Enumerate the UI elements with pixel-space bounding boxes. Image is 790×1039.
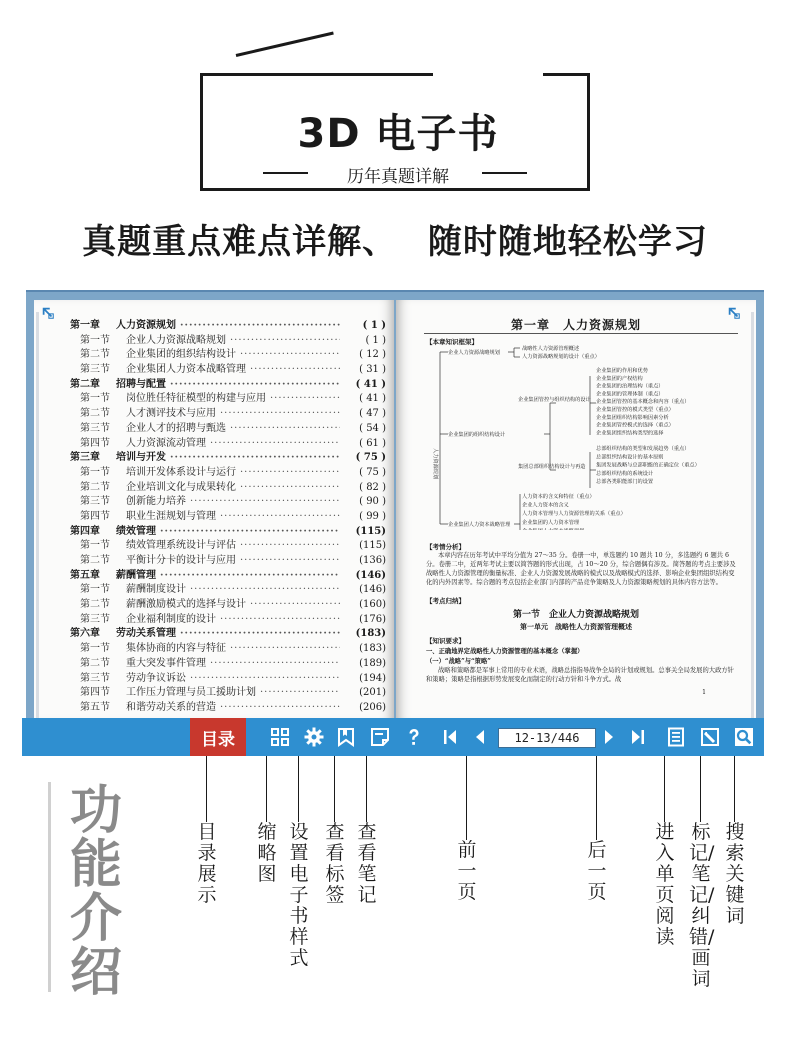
table-of-contents (70, 316, 386, 713)
help-button[interactable] (400, 718, 428, 756)
toc-page: ( 41 ) (359, 393, 386, 405)
toc-leader-dots (250, 599, 340, 610)
toc-number: 第一节 (80, 643, 110, 655)
last-page-icon (627, 727, 647, 747)
toc-number: 第四章 (70, 525, 100, 537)
feature-connector-line (596, 756, 597, 840)
feature-label: 搜索关键词 (725, 821, 745, 927)
toc-page: ( 1 ) (365, 334, 386, 346)
mindmap-leaf: 企业集团管控模式的选择（重点） (596, 422, 674, 429)
search-button[interactable] (730, 718, 758, 756)
mindmap-leaf: 人力资源战略规划的设计（重点） (522, 354, 600, 360)
toc-title: 培训开发体系设计与运行 (126, 466, 236, 478)
feature-label: 缩略图 (257, 821, 277, 885)
subtitle-rule-right (482, 172, 527, 174)
header-title: 3D 电子书 (297, 111, 499, 157)
toc-chapter-row[interactable] (70, 522, 386, 537)
feature-connector-line (266, 756, 267, 822)
toc-page: (176) (359, 613, 386, 625)
first-page-button[interactable] (438, 718, 464, 756)
toc-number: 第三节 (80, 613, 110, 625)
toc-title: 企业福利制度的设计 (126, 613, 216, 625)
toc-number: 第二节 (80, 481, 110, 493)
reader-toolbar (22, 718, 764, 756)
toc-section-row[interactable] (70, 698, 386, 713)
toc-leader-dots (170, 379, 340, 390)
mindmap-leaf: 企业集团的产权结构 (596, 375, 643, 382)
mindmap-leaf: 总部组织结构设计的基本原则 (596, 454, 664, 461)
help-icon (404, 727, 424, 747)
toc-section-row[interactable] (70, 331, 386, 346)
page-indicator[interactable]: 12-13/446 (498, 728, 596, 748)
feature-label: 后一页 (587, 839, 607, 903)
toc-section-row[interactable] (70, 345, 386, 360)
toc-number: 第二节 (80, 408, 110, 420)
toc-number: 第一节 (80, 466, 110, 478)
toc-leader-dots (230, 335, 340, 346)
toc-leader-dots (160, 526, 340, 537)
toc-title: 平衡计分卡的设计与应用 (126, 555, 236, 566)
toc-page: ( 75 ) (355, 452, 386, 464)
mindmap-branch: 企业人力资源战略规划 (448, 350, 500, 356)
mindmap-root: 人力资源规划 (432, 448, 438, 480)
toc-page: ( 82 ) (359, 481, 386, 493)
left-page[interactable] (34, 300, 394, 720)
toc-title: 和谐劳动关系的营造 (126, 701, 216, 713)
toc-title: 人力资源规划 (116, 320, 176, 331)
mindmap-leaf: 总部组织结构的系统设计 (596, 470, 654, 477)
toc-title: 绩效管理系统设计与评估 (126, 540, 236, 552)
mindmap-subbranch: 企业集团管控与组织结构的设计 (518, 397, 591, 403)
chapter-title: 第一章 人力资源规划 (510, 318, 641, 332)
toc-number: 第二节 (80, 555, 110, 566)
toc-section-row[interactable] (70, 389, 386, 404)
toc-leader-dots (220, 408, 340, 419)
toc-section-row[interactable] (70, 654, 386, 669)
toc-title: 岗位胜任特征模型的构建与应用 (126, 393, 266, 405)
requirement-tag: 【知识要求】 (426, 637, 465, 645)
toc-number: 第四节 (80, 510, 110, 522)
toc-section-row[interactable] (70, 492, 386, 507)
mindmap-leaf: 企业集团组织结构类型的选择 (596, 430, 664, 437)
toc-leader-dots (210, 658, 340, 669)
feature-connector-line (466, 756, 467, 840)
thumbnail-button[interactable] (266, 718, 294, 756)
header-subtitle: 历年真题详解 (347, 167, 449, 187)
prev-page-icon (470, 727, 490, 747)
banner-gap (433, 70, 543, 80)
toc-section-row[interactable] (70, 419, 386, 434)
feature-label: 设置电子书样式 (289, 821, 309, 969)
next-page-button[interactable] (596, 718, 622, 756)
feature-label: 目录展示 (197, 821, 217, 906)
toc-number: 第五节 (80, 701, 110, 713)
analysis-tag: 【考情分析】 (426, 543, 465, 551)
mark-note-button[interactable] (696, 718, 724, 756)
toc-number: 第二节 (80, 599, 110, 611)
knowledge-text: 战略和策略都是军事上常用的专业术语，战略总指指导战争全局的计划或规划。总事关全局发展的大政方针和策略；策略是指根据形势发展变化而制定的行动方针和斗争方式。战 (426, 667, 734, 683)
toc-title: 人才测评技术与应用 (126, 408, 216, 420)
toc-section-row[interactable] (70, 536, 386, 551)
mindmap-branch: 企业集团的组织结构设计 (448, 432, 506, 438)
toc-title: 集体协商的内容与特征 (126, 643, 226, 655)
toc-page: ( 99 ) (359, 510, 386, 522)
toc-number: 第一章 (70, 320, 100, 331)
feature-label: 查看笔记 (357, 821, 377, 906)
toc-section-row[interactable] (70, 404, 386, 419)
mindmap-leaf: 战略性人力资源管理概述 (522, 346, 580, 352)
toc-number: 第三节 (80, 496, 110, 508)
toc-title: 劳动关系管理 (116, 628, 176, 640)
knowledge-item: 一、正确地界定战略性人力资源管理的基本概念（掌握） (426, 648, 584, 655)
toc-number: 第一节 (80, 393, 110, 405)
toc-leader-dots (240, 540, 340, 551)
framework-tag: 【本章知识框架】 (426, 338, 478, 346)
toc-title: 重大突发事件管理 (126, 657, 206, 669)
banner-slash-decoration (236, 32, 334, 57)
toc-page: ( 47 ) (359, 408, 386, 420)
toc-number: 第二章 (70, 378, 100, 390)
feature-title-bar (48, 782, 51, 992)
mindmap-leaf: 企业集团管控的基本概念和内容（重点） (596, 399, 690, 406)
toc-leader-dots (240, 467, 340, 478)
feature-label: 查看标签 (325, 821, 345, 906)
mindmap-leaf: 集团发展战略与总部职能的正确定位（重点） (596, 462, 700, 469)
feature-connector-line (734, 756, 735, 822)
toc-page: ( 1 ) (362, 320, 386, 331)
toc-title: 企业人才的招聘与甄选 (126, 422, 226, 434)
mindmap-leaf: 企业集团组织结构影响因素分析 (596, 414, 669, 421)
toc-page: ( 61 ) (359, 437, 386, 449)
toc-number: 第一节 (80, 334, 110, 346)
chapter-content (396, 300, 756, 720)
feature-section-title: 功能介绍 (69, 781, 122, 1003)
toc-title: 薪酬激励模式的选择与设计 (126, 599, 246, 611)
toc-number: 第五章 (70, 569, 100, 581)
prev-page-button[interactable] (468, 718, 492, 756)
toc-section-row[interactable] (70, 669, 386, 684)
gear-icon (304, 727, 324, 747)
toc-title: 企业培训文化与成果转化 (126, 481, 236, 493)
toc-chapter-row[interactable] (70, 375, 386, 390)
analysis-text: 本章内容在历年考试中平均分值为 27～35 分。卷册一中，单选题约 10 题共 10 分，多选题约 6 题共 6 分。卷册二中，近两年考试主要以简答题的形式出现，占 10～20 分，综合题偶有涉及。简答题的考点主要涉及战略性人力资源管理的衡量标准、企业人力资源发展战略的模式以及战略模式的选择、影响企业集团组织结构变化的内外因素等。综合题的考点包括企业部门内部的产品竞争策略及人力资源策略规划的具体内容方法等。 (426, 552, 736, 586)
toc-title: 培训与开发 (116, 452, 166, 464)
toc-chapter-row[interactable] (70, 316, 386, 331)
feature-connector-line (664, 756, 665, 822)
toc-page: (183) (355, 628, 386, 640)
bookmark-icon (336, 727, 356, 747)
toc-leader-dots (270, 393, 340, 404)
toc-section-row[interactable] (70, 478, 386, 493)
toc-section-row[interactable] (70, 360, 386, 375)
toc-number: 第三节 (80, 364, 110, 376)
toc-leader-dots (210, 438, 340, 449)
toc-page: ( 31 ) (359, 364, 386, 376)
toc-chapter-row[interactable] (70, 566, 386, 581)
mindmap-leaf: 人力资本的含义和特征（重点） (522, 494, 595, 500)
toc-page: ( 41 ) (355, 378, 386, 390)
toc-page: ( 12 ) (359, 349, 386, 361)
toc-title: 薪酬制度设计 (126, 584, 186, 596)
feature-connector-line (298, 756, 299, 822)
toc-page: (189) (359, 657, 386, 669)
toc-chapter-row[interactable] (70, 448, 386, 463)
notes-button[interactable] (366, 718, 394, 756)
toc-leader-dots (240, 349, 340, 360)
toc-title: 薪酬管理 (116, 569, 156, 581)
toc-number: 第三节 (80, 422, 110, 434)
knowledge-mindmap (396, 300, 756, 530)
toc-page: ( 75 ) (359, 466, 386, 478)
toc-section-row[interactable] (70, 580, 386, 595)
unit-title: 第一单元 战略性人力资源管理概述 (520, 622, 632, 631)
feature-label: 前一页 (457, 839, 477, 903)
toc-leader-dots (180, 628, 340, 639)
toc-page: (146) (359, 584, 386, 596)
toc-title: 招聘与配置 (116, 378, 166, 390)
toc-leader-dots (220, 511, 340, 522)
toc-number: 第三节 (80, 672, 110, 684)
next-page-icon (599, 727, 619, 747)
toc-button[interactable]: 目录 (190, 718, 246, 756)
mindmap-leaf: 企业集团的治理结构（重点） (596, 383, 664, 390)
pen-icon (700, 727, 720, 747)
toc-title: 职业生涯规划与管理 (126, 510, 216, 522)
mindmap-leaf: 总部组织结构的类型和发展趋势（重点） (596, 446, 690, 452)
section-title: 第一节 企业人力资源战略规划 (512, 610, 639, 620)
toc-title: 企业人力资源战略规划 (126, 334, 226, 346)
knowledge-subitem: （一）“战略”与“策略” (426, 658, 491, 665)
toc-title: 企业集团的组织结构设计 (126, 349, 236, 361)
toc-number: 第六章 (70, 628, 100, 640)
toc-title: 绩效管理 (116, 525, 156, 537)
first-page-icon (441, 727, 461, 747)
toc-page: (206) (359, 701, 386, 713)
toc-section-row[interactable] (70, 551, 386, 566)
toc-leader-dots (240, 555, 340, 566)
header-banner (200, 73, 590, 191)
page-number: 1 (702, 689, 706, 696)
mindmap-leaf (522, 526, 584, 530)
toc-title: 企业集团人力资本战略管理 (126, 364, 246, 376)
corner-arrow-icon[interactable] (40, 306, 56, 322)
mindmap-leaf: 企业集团的管理体制（重点） (596, 391, 664, 398)
toc-page: (194) (359, 672, 386, 684)
toc-number: 第一节 (80, 584, 110, 596)
toc-section-row[interactable] (70, 463, 386, 478)
toc-leader-dots (190, 584, 340, 595)
feature-connector-line (334, 756, 335, 822)
toc-page: (146) (355, 569, 386, 581)
toc-leader-dots (160, 570, 340, 581)
grid-icon (270, 727, 290, 747)
toc-leader-dots (220, 702, 340, 713)
feature-label: 进入单页阅读 (655, 821, 675, 948)
feature-connector-line (700, 756, 701, 822)
style-settings-button[interactable] (300, 718, 328, 756)
toc-section-row[interactable] (70, 434, 386, 449)
toc-leader-dots (250, 364, 340, 375)
mindmap-leaf: 企业人力资本的含义 (522, 502, 569, 509)
toc-section-row[interactable] (70, 639, 386, 654)
mindmap-leaf: 人力资本管理与人力资源管理的关系（重点） (522, 511, 626, 518)
slogan: 真题重点难点详解、 随时随地轻松学习 (82, 222, 708, 262)
toc-leader-dots (230, 643, 340, 654)
feature-connector-line (366, 756, 367, 822)
single-page-icon (666, 727, 686, 747)
toc-leader-dots (170, 452, 340, 463)
toc-leader-dots (220, 614, 340, 625)
right-page[interactable] (396, 300, 756, 720)
point-tag: 【考点归纳】 (426, 597, 465, 605)
toc-number: 第四节 (80, 437, 110, 449)
toc-leader-dots (260, 687, 340, 698)
page-edge (36, 312, 39, 720)
mindmap-leaf: 企业集团的作用和优势 (596, 368, 648, 374)
toc-page: (160) (359, 599, 386, 611)
book-viewer[interactable] (26, 290, 764, 718)
mindmap-branch: 企业集团人力资本战略管理 (448, 522, 511, 528)
toc-page: (115) (355, 525, 386, 537)
toc-leader-dots (240, 482, 340, 493)
toc-page: (136) (359, 555, 386, 566)
toc-page: (115) (359, 540, 386, 552)
toc-chapter-row[interactable] (70, 624, 386, 639)
toc-number: 第二节 (80, 657, 110, 669)
last-page-button[interactable] (624, 718, 650, 756)
toc-number: 第一节 (80, 540, 110, 552)
toc-title: 工作压力管理与员工援助计划 (126, 687, 256, 699)
toc-number: 第二节 (80, 349, 110, 361)
toc-page: ( 90 ) (359, 496, 386, 508)
toc-leader-dots (190, 673, 340, 684)
feature-connector-line (206, 756, 207, 822)
toc-title: 创新能力培养 (126, 496, 186, 508)
toc-leader-dots (180, 320, 340, 331)
note-icon (370, 727, 390, 747)
toc-page: (183) (359, 643, 386, 655)
mindmap-subbranch: 集团总部组织结构设计与再造 (518, 464, 586, 470)
toc-page: ( 54 ) (359, 422, 386, 434)
toc-leader-dots (190, 496, 340, 507)
toc-title: 劳动争议诉讼 (126, 672, 186, 684)
toc-page: (201) (359, 687, 386, 699)
toc-number: 第四节 (80, 687, 110, 699)
toc-section-row[interactable] (70, 610, 386, 625)
toc-section-row[interactable] (70, 683, 386, 698)
toc-leader-dots (230, 423, 340, 434)
mindmap-leaf: 总部各类职能部门的设置 (596, 479, 654, 486)
toc-section-row[interactable] (70, 507, 386, 522)
toc-title: 人力资源流动管理 (126, 437, 206, 449)
toc-section-row[interactable] (70, 595, 386, 610)
toc-number: 第三章 (70, 452, 100, 464)
single-page-button[interactable] (662, 718, 690, 756)
bookmark-button[interactable] (332, 718, 360, 756)
mindmap-leaf: 企业集团管控的模式类型（重点） (596, 407, 674, 413)
mindmap-leaf: 企业集团的人力资本管理 (522, 519, 580, 526)
search-icon (734, 727, 754, 747)
feature-label: 标记/笔记/纠错/画词 (689, 821, 715, 990)
